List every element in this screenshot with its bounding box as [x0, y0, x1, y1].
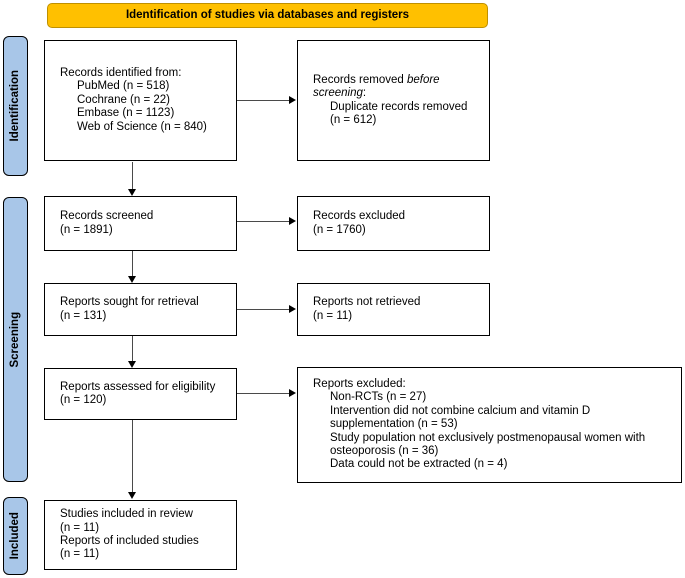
banner-identification-via-databases	[47, 3, 488, 28]
list-item: osteoporosis (n = 36)	[330, 445, 439, 458]
list-item: Web of Science (n = 840)	[77, 120, 207, 133]
arrow-screened-to-excluded	[237, 217, 296, 226]
box-line: (n = 1760)	[313, 223, 366, 236]
box-line: Reports of included studies	[60, 535, 199, 547]
list-item: Non-RCTs (n = 27)	[330, 391, 427, 404]
box-records-excluded	[297, 196, 490, 251]
list-item: Embase (n = 1123)	[77, 107, 175, 120]
arrow-sought-to-not-retrieved	[237, 305, 296, 314]
arrow-assessed-to-included	[128, 420, 137, 499]
box-line: Reports assessed for eligibility	[60, 380, 216, 393]
arrow-shaft	[237, 309, 290, 310]
arrow-down-icon	[128, 189, 136, 196]
stage-included	[3, 497, 28, 575]
box-line: Reports sought for retrieval	[60, 296, 199, 309]
arrow-assessed-to-reports-excluded	[237, 389, 296, 398]
box-reports-excluded	[297, 367, 682, 483]
box-title: Records identified from:	[60, 66, 182, 79]
list-item: Intervention did not combine calcium and vitamin D	[330, 404, 591, 417]
arrow-right-icon	[289, 389, 296, 397]
box-records-screened	[44, 196, 237, 251]
list-item: Study population not exclusively postmenopausal women with	[330, 431, 646, 444]
box-line: Records excluded	[313, 210, 406, 223]
arrow-shaft	[132, 420, 133, 493]
box-line: (n = 11)	[60, 548, 100, 561]
banner-label: Identification of studies via databases and registers	[125, 8, 410, 21]
box-line: (n = 1891)	[60, 223, 113, 236]
stage-screening-label: Screening	[8, 311, 21, 368]
box-reports-sought	[44, 283, 237, 336]
box-line: Studies included in review	[60, 508, 193, 521]
box-line: (n = 11)	[60, 521, 100, 534]
list-item: supplementation (n = 53)	[330, 418, 458, 431]
box-title: Reports excluded:	[313, 378, 406, 390]
stage-screening	[3, 197, 28, 482]
arrow-down-icon	[128, 492, 136, 499]
arrow-right-icon	[289, 217, 296, 225]
title-end: :	[362, 87, 367, 100]
list-item: (n = 612)	[330, 113, 377, 126]
arrow-shaft	[132, 162, 133, 190]
arrow-down-icon	[128, 276, 136, 283]
arrow-sought-to-assessed	[128, 336, 137, 368]
arrow-identified-to-screened	[128, 162, 137, 196]
box-reports-not-retrieved	[297, 283, 490, 336]
box-line: Records screened	[60, 210, 154, 223]
box-line: (n = 131)	[60, 309, 107, 322]
arrow-down-icon	[128, 361, 136, 368]
arrow-right-icon	[289, 96, 296, 104]
stage-identification-label: Identification	[8, 70, 21, 142]
title-italic: before screening	[313, 73, 440, 100]
box-records-identified	[44, 40, 237, 161]
box-title	[313, 74, 481, 101]
arrow-screened-to-sought	[128, 251, 137, 283]
arrow-shaft	[237, 100, 290, 101]
arrow-identified-to-removed	[237, 96, 296, 105]
list-item: PubMed (n = 518)	[77, 80, 170, 93]
box-line: (n = 120)	[60, 394, 107, 406]
list-item: Data could not be extracted (n = 4)	[330, 458, 508, 471]
arrow-shaft	[132, 336, 133, 362]
box-reports-assessed	[44, 368, 237, 420]
stage-identification	[3, 36, 28, 176]
arrow-shaft	[237, 221, 290, 222]
list-item: Cochrane (n = 22)	[77, 93, 171, 106]
arrow-shaft	[237, 393, 290, 394]
box-line: Reports not retrieved	[313, 296, 421, 309]
title-regular: Records removed	[313, 73, 407, 86]
arrow-shaft	[132, 251, 133, 277]
stage-included-label: Included	[8, 512, 21, 560]
arrow-right-icon	[289, 305, 296, 313]
box-line: (n = 11)	[313, 309, 353, 322]
box-included-studies	[44, 500, 237, 570]
list-item: Duplicate records removed	[330, 100, 468, 113]
box-records-removed	[297, 40, 490, 161]
